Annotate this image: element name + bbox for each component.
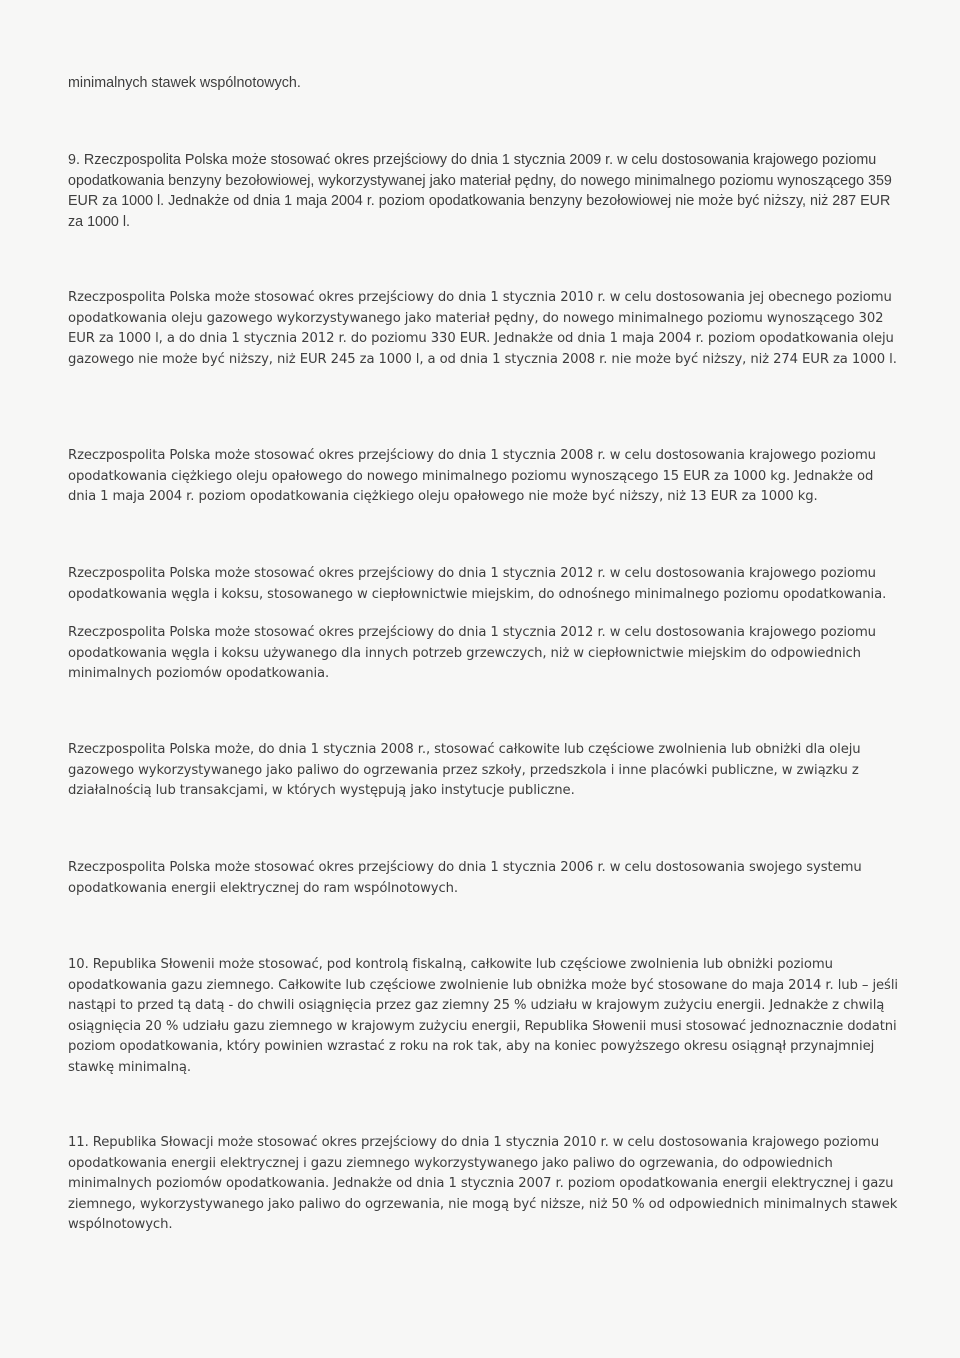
paragraph-11-slovakia: 11. Republika Słowacji może stosować okres przejściowy do dnia 1 stycznia 2010 r. w celu dostosowania krajowego poziomu opodatkowania energii elektrycznej i gazu ziemnego wykorzystywanego jako paliwo do ogrzewania, do odpowiednich minimalnych poziomów opodatkowania. Jednakże od dnia 1 stycznia 2007 r. poziom opodatkowania energii elektrycznej i gazu ziemnego, wykorzystywanego jako paliwo do ogrzewania, nie mogą być niższe, niż 50 % od odpowiednich minimalnych stawek wspólnotowych. xyxy=(68,1135,898,1232)
paragraph-heating-oil-exemptions: Rzeczpospolita Polska może, do dnia 1 stycznia 2008 r., stosować całkowite lub częściowe zwolnienia lub obniżki dla oleju gazowego wykorzystywanego jako paliwo do ogrzewania przez szkoły, przedszkola i inne placówki publiczne, w związku z działalnością lub transakcjami, w których występują jako instytucje publiczne. xyxy=(68,742,861,798)
paragraph-coal-other-heating: Rzeczpospolita Polska może stosować okres przejściowy do dnia 1 stycznia 2012 r. w celu dostosowania krajowego poziomu opodatkowania węgla i koksu używanego dla innych potrzeb grzewczych, niż w ciepłownictwie miejskim do odpowiednich minimalnych poziomów opodatkowania. xyxy=(68,625,876,681)
paragraph-heavy-fuel-oil: Rzeczpospolita Polska może stosować okres przejściowy do dnia 1 stycznia 2008 r. w celu dostosowania krajowego poziomu opodatkowania ciężkiego oleju opałowego do nowego minimalnego poziomu wynoszącego 15 EUR za 1000 kg. Jednakże od dnia 1 maja 2004 r. poziom opodatkowania ciężkiego oleju opałowego nie może być niższy, niż 13 EUR za 1000 kg. xyxy=(68,448,876,504)
paragraph-10-slovenia: 10. Republika Słowenii może stosować, pod kontrolą fiskalną, całkowite lub częściowe zwolnienia lub obniżki poziomu opodatkowania gazu ziemnego. Całkowite lub częściowe zwolnienie lub obniżka może być stosowane do maja 2014 r. lub – jeśli nastąpi to przed tą datą - do chwili osiągnięcia przez gaz ziemny 25 % udziału w krajowym zużyciu energii. Jednakże z chwilą osiągnięcia 20 % udziału gazu ziemnego w krajowym zużyciu energii, Republika Słowenii musi stosować jednoznacznie dodatni poziom opodatkowania, który powinien wzrastać z roku na rok tak, aby na koniec powyższego okresu osiągnął przynajmniej stawkę minimalną. xyxy=(68,957,898,1075)
paragraph-electricity: Rzeczpospolita Polska może stosować okres przejściowy do dnia 1 stycznia 2006 r. w celu dostosowania swojego systemu opodatkowania energii elektrycznej do ram wspólnotowych. xyxy=(68,860,862,896)
paragraph-9-gasoline: 9. Rzeczpospolita Polska może stosować okres przejściowy do dnia 1 stycznia 2009 r. w celu dostosowania krajowego poziomu opodatkowania benzyny bezołowiowej, wykorzystywanej jako materiał pędny, do nowego minimalnego poziomu wynoszącego 359 EUR za 1000 l. Jednakże od dnia 1 maja 2004 r. poziom opodatkowania benzyny bezołowiowej nie może być niższy, niż 287 EUR za 1000 l. xyxy=(68,152,892,230)
paragraph-gas-oil: Rzeczpospolita Polska może stosować okres przejściowy do dnia 1 stycznia 2010 r. w celu dostosowania jej obecnego poziomu opodatkowania oleju gazowego wykorzystywanego jako materiał pędny, do nowego minimalnego poziomu wynoszącego 302 EUR za 1000 l, a do dnia 1 stycznia 2012 r. do poziomu 330 EUR. Jednakże od dnia 1 maja 2004 r. poziom opodatkowania oleju gazowego nie może być niższy, niż EUR 245 za 1000 l, a od dnia 1 stycznia 2008 r. nie może być niższy, niż 274 EUR za 1000 l. xyxy=(68,290,897,367)
paragraph-coal-district-heating: Rzeczpospolita Polska może stosować okres przejściowy do dnia 1 stycznia 2012 r. w celu dostosowania krajowego poziomu opodatkowania węgla i koksu, stosowanego w ciepłownictwie miejskim, do odnośnego minimalnego poziomu opodatkowania. xyxy=(68,566,887,602)
paragraph-continuation: minimalnych stawek wspólnotowych. xyxy=(68,75,301,91)
